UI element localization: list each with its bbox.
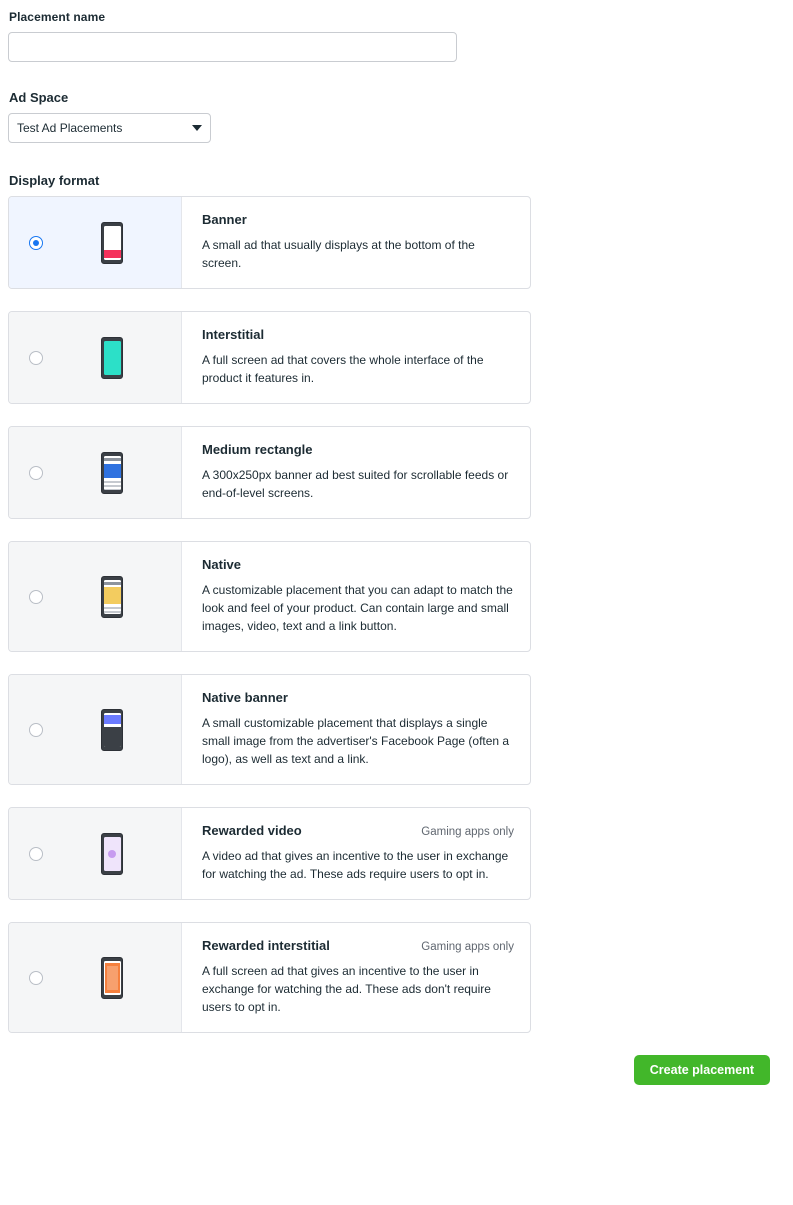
format-tag: Gaming apps only (421, 941, 514, 953)
display-format-options (8, 196, 785, 1033)
radio-native-banner[interactable] (29, 723, 43, 737)
format-option-head (202, 938, 514, 953)
format-option-selector[interactable] (9, 312, 182, 403)
phone-native-icon (101, 576, 123, 618)
thumb-holder (43, 337, 181, 379)
chevron-down-icon (192, 125, 202, 131)
phone-native-banner-icon (101, 709, 123, 751)
format-option-interstitial[interactable] (8, 311, 531, 404)
format-option-native-banner[interactable] (8, 674, 531, 785)
thumb-holder (43, 452, 181, 494)
format-option-rewarded-video[interactable] (8, 807, 531, 900)
format-option-details (182, 675, 530, 784)
format-title: Rewarded video (202, 823, 302, 838)
format-option-head (202, 327, 514, 342)
format-option-head (202, 212, 514, 227)
format-title: Interstitial (202, 327, 265, 342)
phone-medium-rectangle-icon (101, 452, 123, 494)
format-option-details (182, 808, 530, 899)
format-option-details (182, 923, 530, 1032)
radio-interstitial[interactable] (29, 351, 43, 365)
format-option-head (202, 557, 514, 572)
thumb-holder (43, 957, 181, 999)
spacer (8, 143, 785, 173)
placement-name-input[interactable] (8, 32, 457, 62)
format-description: A video ad that gives an incentive to the user in exchange for watching the ad. These ads require users to opt in. (202, 849, 509, 881)
phone-rewarded-video-icon (101, 833, 123, 875)
form-footer (8, 1055, 785, 1085)
format-option-head (202, 823, 514, 838)
format-option-details (182, 312, 530, 403)
format-option-selector[interactable] (9, 542, 182, 651)
thumb-holder (43, 576, 181, 618)
format-option-banner[interactable] (8, 196, 531, 289)
format-description: A full screen ad that covers the whole interface of the product it features in. (202, 353, 484, 385)
format-title: Banner (202, 212, 247, 227)
format-description: A customizable placement that you can adapt to match the look and feel of your product. Can contain large and small images, video, text and a link button. (202, 583, 513, 633)
format-option-details (182, 542, 530, 651)
format-option-head (202, 442, 514, 457)
spacer (8, 62, 785, 90)
format-title: Rewarded interstitial (202, 938, 330, 953)
format-option-selector[interactable] (9, 923, 182, 1032)
ad-space-label: Ad Space (9, 90, 69, 105)
format-option-rewarded-interstitial[interactable] (8, 922, 531, 1033)
format-description: A small ad that usually displays at the bottom of the screen. (202, 238, 475, 270)
format-description: A small customizable placement that displays a single small image from the advertiser's Facebook Page (often a logo), as well as text and a link. (202, 716, 510, 766)
format-option-selector[interactable] (9, 675, 182, 784)
placement-name-label: Placement name (9, 10, 106, 24)
format-title: Native banner (202, 690, 288, 705)
ad-space-selected-value: Test Ad Placements (17, 121, 123, 135)
format-option-selector[interactable] (9, 427, 182, 518)
format-description: A 300x250px banner ad best suited for scrollable feeds or end-of-level screens. (202, 468, 509, 500)
radio-medium-rectangle[interactable] (29, 466, 43, 480)
phone-interstitial-icon (101, 337, 123, 379)
format-tag: Gaming apps only (421, 826, 514, 838)
format-option-selector[interactable] (9, 808, 182, 899)
thumb-holder (43, 833, 181, 875)
create-placement-button[interactable]: Create placement (634, 1055, 770, 1085)
format-option-medium-rectangle[interactable] (8, 426, 531, 519)
format-option-head (202, 690, 514, 705)
radio-rewarded-video[interactable] (29, 847, 43, 861)
format-option-native[interactable] (8, 541, 531, 652)
ad-space-select-wrapper (8, 113, 211, 143)
format-option-selector[interactable] (9, 197, 182, 288)
format-description: A full screen ad that gives an incentive to the user in exchange for watching the ad. These ads don't require users to opt in. (202, 964, 491, 1014)
thumb-holder (43, 709, 181, 751)
format-option-details (182, 427, 530, 518)
radio-native[interactable] (29, 590, 43, 604)
format-option-details (182, 197, 530, 288)
radio-rewarded-interstitial[interactable] (29, 971, 43, 985)
phone-rewarded-interstitial-icon (101, 957, 123, 999)
radio-banner[interactable] (29, 236, 43, 250)
format-title: Native (202, 557, 242, 572)
ad-space-select[interactable] (8, 113, 211, 143)
format-title: Medium rectangle (202, 442, 313, 457)
display-format-label: Display format (9, 173, 100, 188)
thumb-holder (43, 222, 181, 264)
phone-banner-icon (101, 222, 123, 264)
